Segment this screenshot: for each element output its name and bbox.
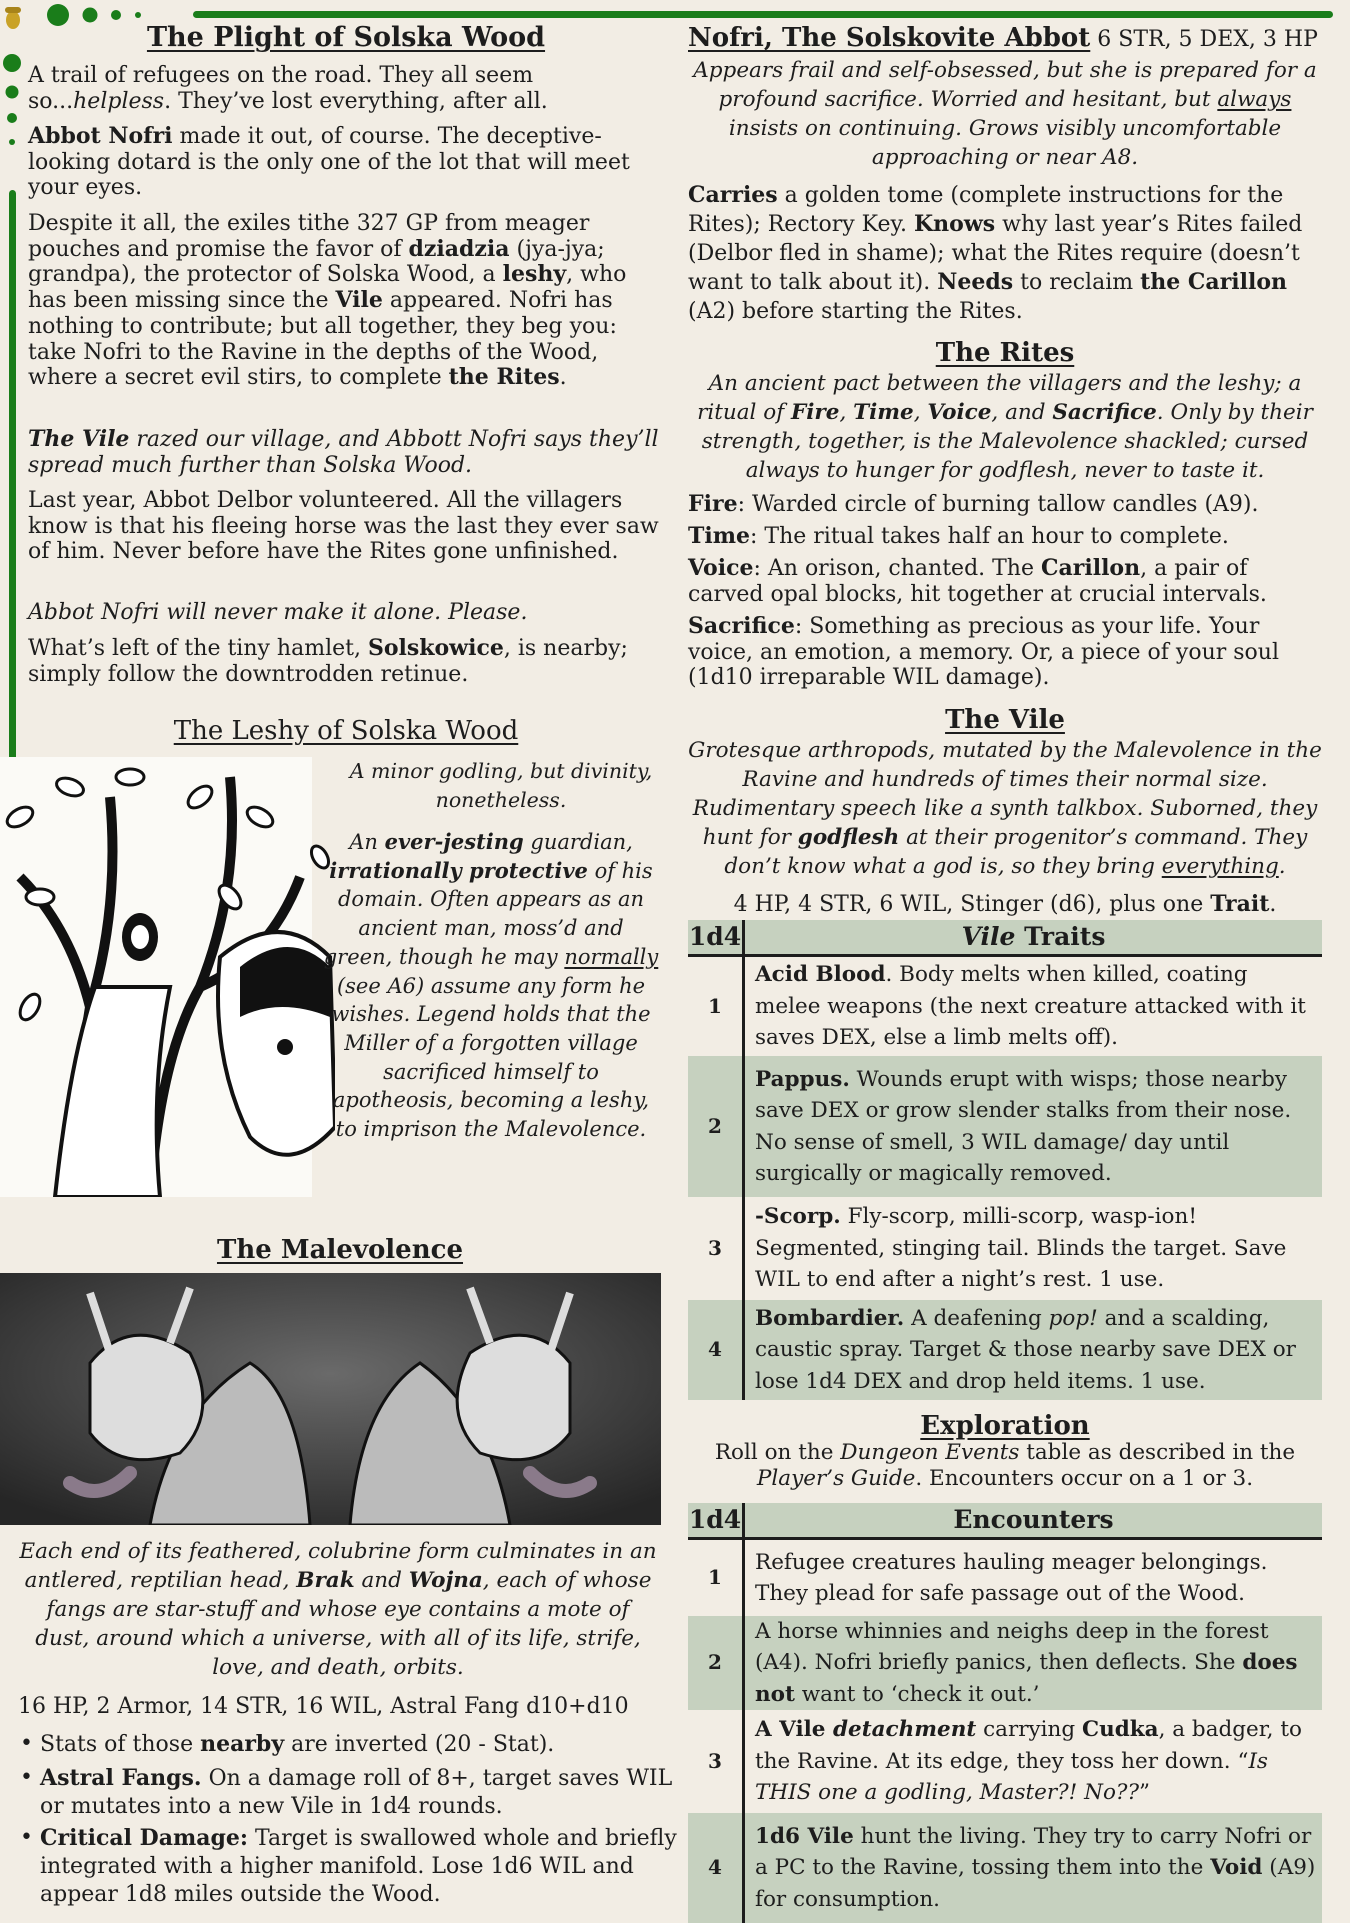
text-run: , a badger, to the Ravine. At its edge, they toss her down. “	[755, 1717, 1302, 1774]
text-run: Is THIS one a godling, Master?! No??	[755, 1748, 1268, 1806]
text-run: Sacrifice	[1052, 400, 1157, 425]
leshy-title: The Leshy of Solska Wood	[173, 716, 519, 746]
plight-title: The Plight of Solska Wood	[146, 22, 546, 53]
text-run: and a scalding, caustic spray. Target & those nearby save DEX or lose 1d4 DEX and drop held items. 1 use.	[755, 1305, 1296, 1394]
text-run: Roll on the	[714, 1440, 841, 1465]
nofri-details	[688, 181, 1322, 326]
table-title	[745, 1503, 1322, 1537]
vile-title: The Vile	[945, 705, 1065, 735]
table-row	[688, 1616, 1322, 1710]
text-run: (A2) before starting the Rites.	[688, 299, 1023, 324]
rich-text	[40, 1732, 554, 1757]
text-run: Critical Damage:	[40, 1825, 249, 1851]
text-run: Encounters	[953, 1505, 1114, 1534]
text-run: the Carillon	[1140, 269, 1288, 295]
text-run: ,	[839, 400, 854, 425]
text-run: Wojna	[408, 1568, 483, 1593]
text-run: Sacrifice	[688, 613, 795, 639]
text-run: everything	[1161, 854, 1279, 879]
text-run: made it out, of course. The deceptive-looking dotard is the only one of the lot that will meet your eyes.	[28, 124, 630, 201]
text-run: Last year, Abbot Delbor volunteered. All the villagers know is that his fleeing horse was the last they ever saw of him. Never before have the Rites gone unfinished.	[28, 488, 659, 565]
text-run: Carries	[688, 182, 778, 208]
rite-sacrifice	[688, 614, 1322, 691]
rich-text	[40, 1766, 672, 1819]
table-row	[688, 957, 1322, 1056]
rite-time	[688, 524, 1322, 550]
roll-cell: 3	[688, 1710, 745, 1813]
text-run: Time	[688, 523, 751, 549]
rich-text	[688, 183, 1302, 324]
rich-text	[28, 427, 659, 478]
table-row	[688, 1813, 1322, 1923]
result-cell	[745, 957, 1322, 1056]
encounters-table	[688, 1503, 1322, 1923]
table-header	[688, 920, 1322, 957]
text-run: A deafening	[904, 1305, 1049, 1331]
text-run: normally	[564, 944, 659, 969]
text-run: Vile	[335, 287, 383, 314]
text-run: detachment	[832, 1717, 977, 1743]
result-cell	[745, 1813, 1322, 1923]
text-run: , each of whose fangs are star-stuff and whose eye contains a mote of dust, around which a universe, with all of its life, strife, love, and death, orbits.	[35, 1568, 652, 1680]
text-run: godflesh	[797, 825, 900, 850]
text-run: Grotesque arthropods, mutated by the Malevolence in the Ravine and hundreds of times their normal size. Rudimentary speech like a synth talkbox. Suborned, they hunt for	[688, 738, 1322, 850]
acorn-icon	[5, 7, 21, 29]
rich-text	[693, 58, 1316, 170]
vile-stats	[688, 892, 1322, 918]
rich-text	[28, 63, 548, 114]
rich-text	[688, 492, 1259, 517]
text-run: Refugee creatures hauling meager belongings. They plead for safe passage out of the Wood.	[755, 1549, 1268, 1606]
roll-cell: 4	[688, 1813, 745, 1923]
rich-text	[755, 959, 1318, 1054]
result-cell	[745, 1616, 1322, 1710]
text-run: (see A6) assume any form he wishes. Legend holds that the Miller of a forgotten village sacrificed himself to apotheosis, becoming a leshy, to imprison the Malevolence.	[331, 973, 651, 1142]
text-run: nearby	[200, 1731, 285, 1757]
rich-text	[962, 922, 1106, 951]
text-run: razed our village, and Abbott Nofri says they’ll spread much further than Solska Wood.	[28, 427, 659, 478]
text-run: a golden tome (complete instructions for the Rites); Rectory Key.	[688, 183, 1284, 237]
text-run: Voice	[927, 400, 992, 425]
rich-text	[688, 524, 1229, 549]
text-run: A Vile	[755, 1717, 833, 1743]
nofri-title: Nofri, The Solskovite Abbot	[688, 23, 1091, 53]
plight-paragraph	[28, 211, 664, 391]
rich-text	[755, 1064, 1318, 1190]
text-run: : The ritual takes half an hour to complete.	[750, 524, 1229, 549]
text-run: table as described in the	[1019, 1440, 1296, 1465]
roll-cell: 2	[688, 1616, 745, 1710]
text-run: Solskowice	[367, 635, 504, 661]
plight-paragraph	[28, 600, 664, 626]
rich-text	[755, 1616, 1318, 1711]
text-run: insists on continuing. Grows visibly uncomfortable approaching or near A8.	[728, 116, 1282, 170]
rich-text	[28, 124, 630, 200]
text-run: Traits	[1015, 922, 1106, 951]
rich-text	[324, 830, 659, 1141]
rite-voice	[688, 556, 1322, 607]
text-run: Voice	[688, 555, 754, 581]
rich-text	[734, 892, 1277, 917]
text-run: Astral Fangs.	[40, 1765, 202, 1791]
vile-traits-table	[688, 920, 1322, 1400]
malevolence-stats: 16 HP, 2 Armor, 14 STR, 16 WIL, Astral Fang d10+d10	[18, 1694, 629, 1719]
text-run: Trait	[1210, 891, 1270, 917]
malevolence-bullet	[18, 1730, 680, 1759]
die-header: 1d4	[688, 1503, 745, 1537]
rich-text	[28, 488, 659, 564]
text-run: Fire	[688, 491, 738, 517]
text-run: pop!	[1048, 1305, 1098, 1331]
table-row	[688, 1300, 1322, 1400]
table-row	[688, 1540, 1322, 1616]
malevolence-bullet	[18, 1764, 680, 1821]
roll-cell: 1	[688, 1540, 745, 1616]
table-header	[688, 1503, 1322, 1540]
text-run: always	[1217, 87, 1292, 112]
text-run: of his domain. Often appears as an ancient man, moss’d and green, though he may	[323, 858, 653, 969]
plight-paragraph	[28, 636, 664, 687]
text-run: at their progenitor’s command. They don’t know what a god is, so they bring	[724, 825, 1308, 879]
text-run: Wounds erupt with wisps; those nearby save DEX or grow slender stalks from their nose. No sense of smell, 3 WIL damage/ day until surgically or magically removed.	[755, 1066, 1292, 1186]
text-run: helpless	[73, 88, 165, 114]
text-run: , a pair of carved opal blocks, hit together at crucial intervals.	[688, 556, 1267, 607]
die-header: 1d4	[688, 920, 745, 954]
text-run: hunt the living. They try to carry Nofri or a PC to the Ravine, tossing them into the	[755, 1823, 1312, 1881]
text-run: want to ‘check it out.’	[794, 1681, 1040, 1707]
malevolence-illustration	[0, 1273, 661, 1525]
text-run: : An orison, chanted. The	[753, 556, 1041, 581]
text-run: Vile	[961, 922, 1016, 951]
result-cell	[745, 1056, 1322, 1197]
result-cell	[745, 1197, 1322, 1300]
roll-cell: 3	[688, 1197, 745, 1300]
text-run: What’s left of the tiny hamlet,	[28, 636, 368, 661]
text-run: Carillon	[1041, 555, 1141, 581]
text-run: Despite it all, the exiles tithe 327 GP from meager pouches and promise the favor of	[28, 211, 590, 262]
text-run: ,	[913, 400, 928, 425]
roll-cell: 2	[688, 1056, 745, 1197]
nofri-stats: 6 STR, 5 DEX, 3 HP	[1090, 27, 1318, 52]
nofri-header	[688, 22, 1338, 56]
text-run: to reclaim	[1013, 270, 1141, 295]
text-run: Cudka	[1082, 1717, 1159, 1743]
text-run: Player’s Guide	[756, 1466, 916, 1491]
rich-text	[755, 1201, 1318, 1296]
text-run: : Warded circle of burning tallow candles (A9).	[737, 492, 1259, 517]
leshy-description	[322, 828, 660, 1144]
text-run: ever-jesting	[384, 829, 524, 854]
rich-text	[755, 1714, 1318, 1809]
rich-text	[755, 1547, 1318, 1610]
text-run: Pappus.	[755, 1066, 850, 1092]
text-run: Appears frail and self-obsessed, but she is prepared for a profound sacrifice. Worried and hesitant, but	[693, 58, 1317, 112]
text-run: An	[349, 830, 385, 854]
malevolence-description	[18, 1537, 658, 1682]
text-run: A trail of refugees on the road. They all seem so...	[28, 63, 534, 114]
text-run: . Encounters occur on a 1 or 3.	[915, 1466, 1254, 1491]
text-run: (A9) for consumption.	[755, 1855, 1316, 1912]
nofri-description	[688, 56, 1322, 172]
roll-cell: 1	[688, 957, 745, 1056]
text-run: .	[1269, 892, 1277, 917]
text-run: . Only by their strength, together, is the Malevolence shackled; cursed always to hunger for godflesh, never to taste it.	[701, 400, 1313, 483]
rich-text	[755, 1821, 1318, 1916]
exploration-description	[688, 1440, 1322, 1492]
text-run: the Rites	[448, 364, 560, 391]
text-run: 1d6 Vile	[755, 1823, 854, 1849]
table-row	[688, 1710, 1322, 1813]
text-run: Brak	[296, 1568, 355, 1593]
rite-fire	[688, 492, 1322, 518]
rich-text	[688, 556, 1267, 607]
rich-text	[715, 1440, 1295, 1491]
text-run: appeared. Nofri has nothing to contribute; but all together, they beg you: take Nofri to the Ravine in the depths of the Wood, where a secret evil stirs, to complete	[28, 288, 617, 391]
text-run: and	[354, 1568, 409, 1593]
text-run: Time	[853, 400, 914, 425]
rites-title: The Rites	[935, 338, 1075, 368]
text-run: On a damage roll of 8+, target saves WIL or mutates into a new Vile in 1d4 rounds.	[40, 1766, 673, 1819]
rich-text	[28, 636, 628, 687]
table-row	[688, 1056, 1322, 1197]
text-run: Each end of its feathered, colubrine form culminates in an antlered, reptilian head,	[19, 1539, 657, 1593]
text-run: are inverted (20 - Stat).	[284, 1732, 555, 1757]
rich-text	[688, 614, 1279, 690]
text-run: , who has been missing since the	[28, 262, 627, 314]
plight-paragraph	[28, 488, 664, 565]
text-run: Abbot Nofri	[28, 123, 173, 149]
text-run: 4 HP, 4 STR, 6 WIL, Stinger (d6), plus one	[733, 892, 1211, 917]
text-run: why last year’s Rites failed (Delbor fled in shame); what the Rites require (doesn’t want to talk about it).	[688, 212, 1303, 295]
text-run: A horse whinnies and neighs deep in the forest (A4). Nofri briefly panics, then deflects. She	[755, 1618, 1269, 1676]
plight-paragraph	[28, 63, 664, 114]
text-run: Target is swallowed whole and briefly integrated with a higher manifold. Lose 1d6 WIL and appear 1d8 miles outside the Wood.	[40, 1826, 677, 1907]
text-run: Fire	[791, 400, 840, 425]
table-title	[745, 920, 1322, 954]
text-run: Knows	[914, 211, 996, 237]
rich-text	[953, 1505, 1113, 1534]
text-run: -Scorp.	[755, 1204, 841, 1230]
rich-text	[19, 1539, 656, 1680]
rites-description	[688, 369, 1322, 485]
result-cell	[745, 1710, 1322, 1813]
leshy-tagline: A minor godling, but divinity, nonetheless.	[349, 759, 653, 812]
malevolence-title: The Malevolence	[216, 1235, 464, 1265]
text-run: Needs	[937, 269, 1014, 295]
text-run: Stats of those	[40, 1732, 201, 1757]
leshy-illustration	[0, 757, 335, 1197]
text-run: leshy	[502, 261, 567, 288]
text-run: . They’ve lost everything, after all.	[164, 88, 548, 114]
text-run: irrationally protective	[329, 857, 588, 883]
text-run: Abbot Nofri will never make it alone. Please.	[28, 600, 528, 625]
text-run: guardian,	[523, 830, 633, 854]
text-run: carrying	[976, 1717, 1082, 1743]
text-run: dziadzia	[408, 235, 510, 262]
result-cell	[745, 1300, 1322, 1400]
text-run: Dungeon Events	[840, 1440, 1020, 1465]
text-run: ”	[1138, 1780, 1150, 1806]
rich-text	[28, 211, 626, 390]
text-run: , is nearby; simply follow the downtrodden retinue.	[28, 636, 628, 687]
text-run: (jya-jya; grandpa), the protector of Solska Wood, a	[28, 236, 605, 288]
text-run: Void	[1210, 1855, 1263, 1881]
plight-paragraph	[28, 124, 664, 201]
malevolence-bullet	[18, 1824, 680, 1909]
rich-text	[688, 738, 1322, 879]
text-run: Fly-scorp, milli-scorp, wasp-ion! Segmented, stinging tail. Blinds the target. Save WIL to end after a night’s rest. 1 use.	[755, 1204, 1287, 1293]
rich-text	[755, 1303, 1318, 1398]
exploration-title: Exploration	[920, 1411, 1090, 1441]
text-run: Bombardier.	[755, 1305, 905, 1331]
text-run: .	[1278, 854, 1286, 879]
text-run: An ancient pact between the villagers and the leshy; a ritual of	[697, 371, 1302, 425]
vile-description	[688, 736, 1322, 881]
text-run: The Vile	[28, 426, 130, 452]
text-run: does not	[755, 1650, 1298, 1707]
rich-text	[697, 371, 1313, 483]
roll-cell: 4	[688, 1300, 745, 1400]
text-run: : Something as precious as your life. Your voice, an emotion, a memory. Or, a piece of your soul (1d10 irreparable WIL damage).	[688, 614, 1280, 691]
result-cell	[745, 1540, 1322, 1616]
rich-text	[28, 600, 527, 625]
text-run: . Body melts when killed, coating melee weapons (the next creature attacked with it saves DEX, else a limb melts off).	[755, 962, 1306, 1051]
rich-text	[40, 1826, 677, 1907]
plight-paragraph	[28, 427, 664, 478]
text-run: .	[559, 365, 567, 391]
table-row	[688, 1197, 1322, 1300]
text-run: , and	[991, 400, 1053, 425]
text-run: Acid Blood	[755, 962, 886, 988]
